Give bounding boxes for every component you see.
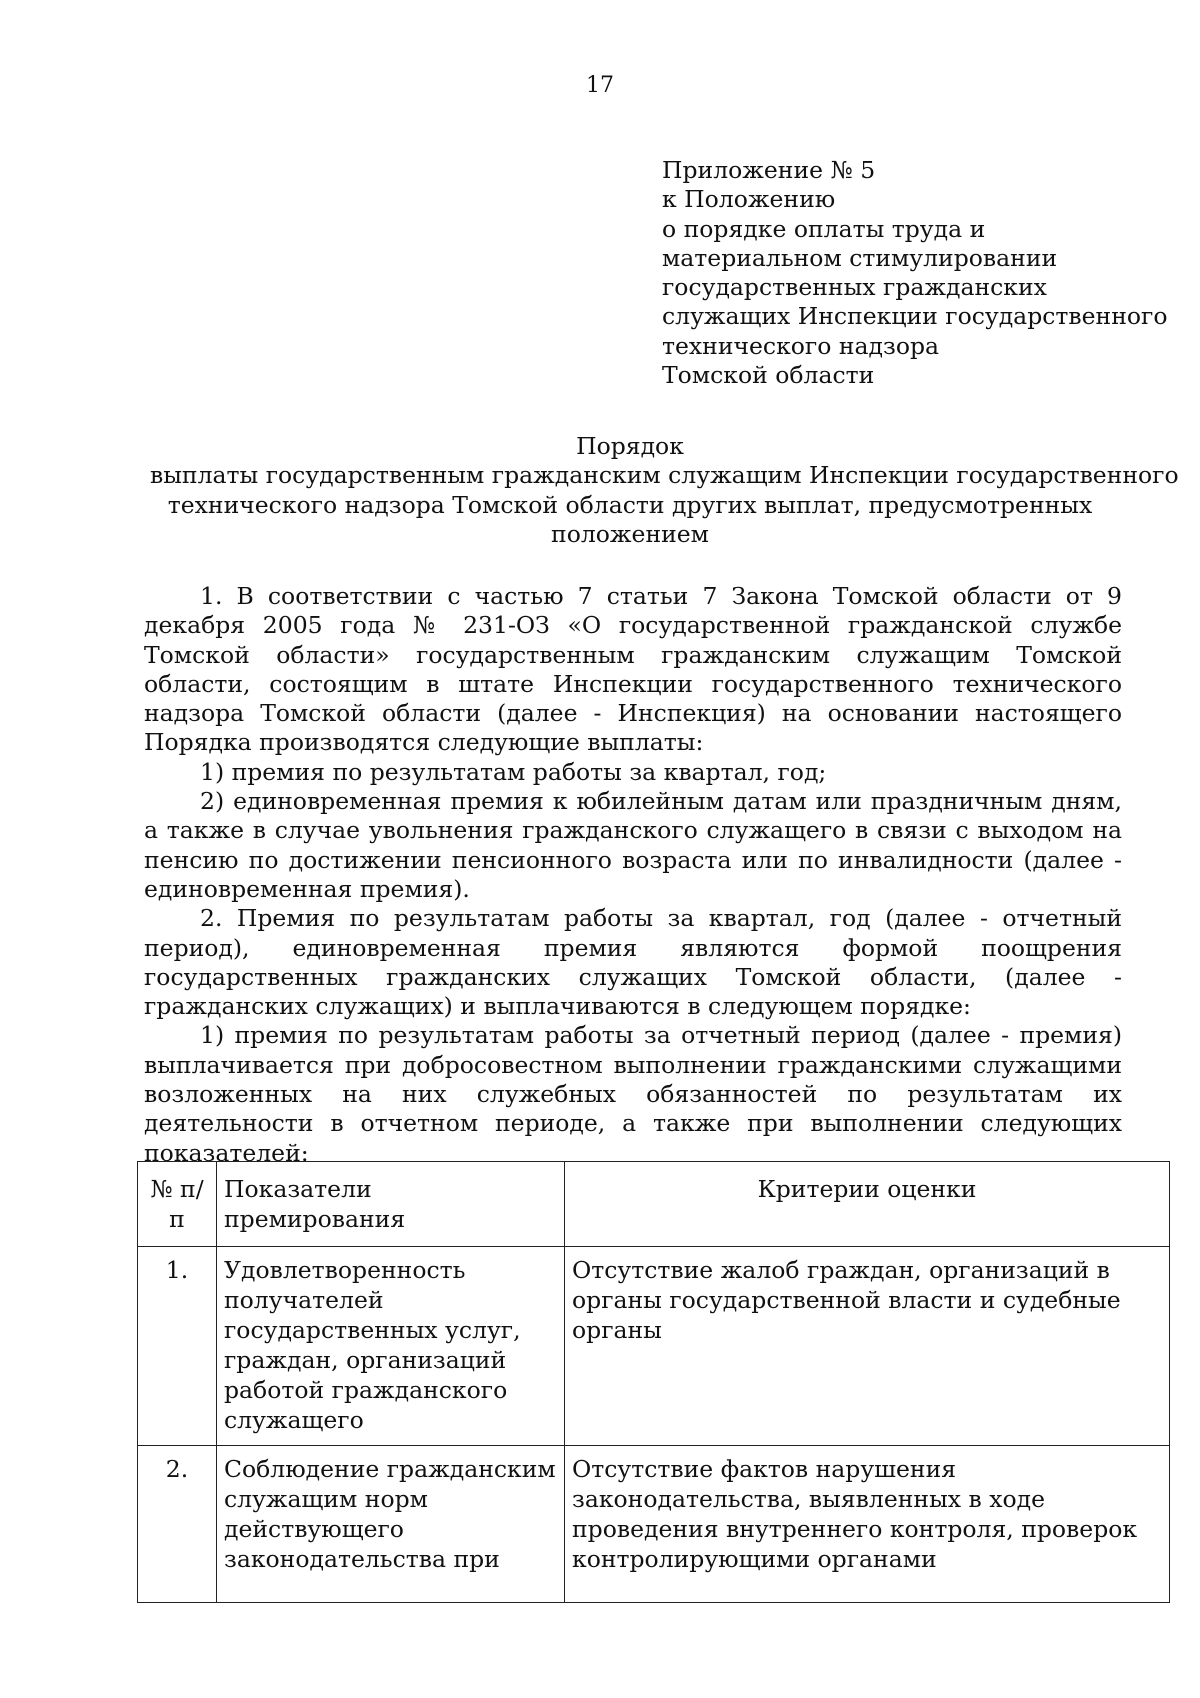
page-number: 17: [586, 73, 614, 98]
paragraph: 1. В соответствии с частью 7 статьи 7 Закона Томской области от 9 декабря 2005 года № 231-ОЗ «О государственной гражданской службе Томской области» государственным гражданским служащим Томской области, состоящим в штате Инспекции государственного технического надзора Томской области (далее - Инспекция) на основании настоящего Порядка производятся следующие выплаты:: [144, 582, 1122, 757]
title-line: выплаты государственным гражданским служащим Инспекции государственного: [150, 461, 1179, 490]
row-indicator: Удовлетворенность получателей государственных услуг, граждан, организаций работой гражданского служащего: [217, 1247, 565, 1446]
appendix-line: Томской области: [662, 361, 875, 390]
row-number: 2.: [138, 1446, 217, 1603]
appendix-line: служащих Инспекции государственного: [662, 302, 1168, 331]
document-body: [144, 582, 1122, 1168]
title-line: Порядок: [576, 432, 684, 460]
paragraph: 1) премия по результатам работы за отчетный период (далее - премия) выплачивается при добросовестном выполнении гражданскими служащими возложенных на них служебных обязанностей по результатам их деятельности в отчетном периоде, а также при выполнении следующих показателей:: [144, 1021, 1122, 1167]
row-indicator: Соблюдение гражданским служащим норм действующего законодательства при: [217, 1446, 565, 1603]
row-criteria: Отсутствие фактов нарушения законодательства, выявленных в ходе проведения внутреннего контроля, проверок контролирующими органами: [565, 1446, 1170, 1603]
table-row: [138, 1247, 1170, 1446]
appendix-line: о порядке оплаты труда и: [662, 214, 986, 243]
appendix-line: государственных гражданских: [662, 273, 1047, 302]
row-criteria: Отсутствие жалоб граждан, организаций в органы государственной власти и судебные органы: [565, 1247, 1170, 1446]
table-header-row: [138, 1162, 1170, 1247]
appendix-line: к Положению: [662, 185, 836, 214]
header-number: № п/п: [138, 1162, 217, 1247]
header-indicator: Показатели премирования: [217, 1162, 565, 1247]
paragraph: 2) единовременная премия к юбилейным датам или праздничным дням, а также в случае увольнения гражданского служащего в связи с выходом на пенсию по достижении пенсионного возраста или по инвалидности (далее - единовременная премия).: [144, 787, 1122, 903]
appendix-header: [662, 156, 1168, 390]
table-row: [138, 1446, 1170, 1603]
paragraph: 2. Премия по результатам работы за квартал, год (далее - отчетный период), единовременная премия являются формой поощрения государственных гражданских служащих Томской области, (далее - гражданских служащих) и выплачиваются в следующем порядке:: [144, 904, 1122, 1021]
title-line: положением: [551, 519, 709, 548]
document-title: [150, 432, 1179, 549]
header-criteria: Критерии оценки: [565, 1162, 1170, 1247]
paragraph: 1) премия по результатам работы за квартал, год;: [200, 757, 827, 786]
appendix-line: Приложение № 5: [662, 156, 876, 184]
appendix-line: материальном стимулировании: [662, 243, 1058, 272]
appendix-line: технического надзора: [662, 331, 940, 360]
bonus-criteria-table: [137, 1161, 1170, 1603]
row-number: 1.: [138, 1247, 217, 1446]
title-line: технического надзора Томской области других выплат, предусмотренных: [167, 490, 1093, 519]
